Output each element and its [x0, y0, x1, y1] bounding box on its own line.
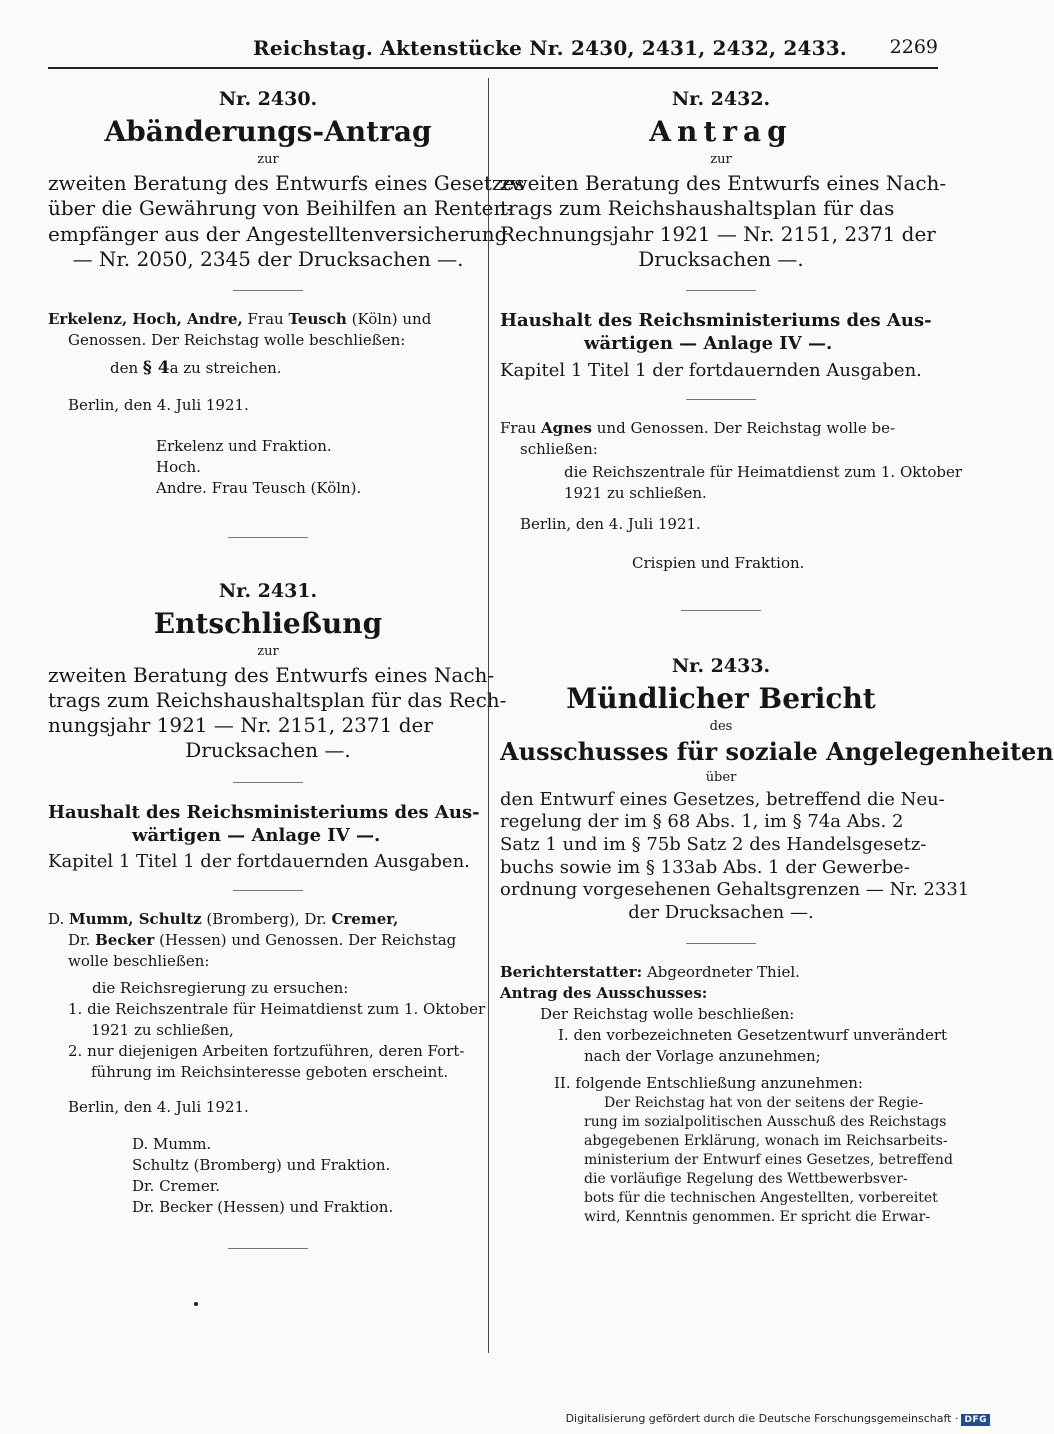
budget-heading-line: Haushalt des Reichsministeriums des Aus-	[500, 309, 932, 331]
subject-text	[500, 171, 947, 272]
budget-heading-line: wärtigen — Anlage IV —.	[584, 333, 833, 355]
document-2433	[500, 654, 1054, 1227]
document-number: Nr. 2433.	[671, 654, 771, 677]
subject-line: zweiten Beratung des Entwurfs eines Nach-	[48, 662, 495, 687]
subject-text	[48, 662, 507, 764]
ueber-label: über	[705, 769, 737, 785]
date-line: Berlin, den 4. Juli 1921.	[520, 514, 701, 533]
subject-line: empfänger aus der Angestelltenversicherung	[48, 221, 508, 246]
movers	[48, 309, 488, 351]
separator-rule	[228, 537, 308, 538]
movers-line	[48, 930, 488, 951]
document-2432	[500, 88, 963, 611]
separator-rule	[681, 610, 761, 611]
subject-line: trags zum Reichshaushaltsplan für das	[500, 196, 895, 221]
mover-names: Teusch	[288, 309, 347, 328]
resolution-line: bots für die technischen Angestellten, vorbereitet	[584, 1189, 938, 1206]
signatures	[48, 436, 488, 499]
document-2430	[48, 88, 525, 538]
committee-motion-heading: Antrag des Ausschusses:	[500, 983, 708, 1002]
mover-text: (Köln) und	[346, 309, 432, 328]
motion-post: a zu streichen.	[169, 358, 282, 377]
movers	[500, 418, 942, 460]
subject-text	[48, 171, 525, 272]
movers-line	[500, 418, 942, 439]
separator-rule	[686, 399, 756, 400]
mover-text: (Hessen) und Genossen. Der Reichstag	[154, 931, 457, 950]
motion-paragraph-ref: § 4	[142, 357, 170, 378]
budget-heading-line: wärtigen — Anlage IV —.	[132, 825, 381, 847]
resolution-text	[500, 1094, 953, 1227]
header-rule	[48, 67, 938, 69]
mover-text: D.	[48, 910, 70, 929]
resolution-line: abgegebenen Erklärung, wonach im Reichsarbeits-	[584, 1132, 948, 1149]
subject-line: den Entwurf eines Gesetzes, betreffend die Neu-	[500, 788, 945, 810]
subject-line: über die Gewährung von Beihilfen an Renten-	[48, 196, 514, 221]
document-2431	[48, 579, 507, 1250]
motion-intro: die Reichsregierung zu ersuchen:	[92, 979, 349, 998]
signature-line: Erkelenz und Fraktion.	[156, 436, 332, 455]
motion-item-line: 1921 zu schließen,	[91, 1021, 234, 1040]
subject-line: Drucksachen —.	[185, 738, 351, 763]
document-title: Antrag	[649, 115, 793, 148]
subject-line: — Nr. 2050, 2345 der Drucksachen —.	[72, 246, 464, 271]
credit-text: Digitalisierung gefördert durch die Deutsche Forschungsgemeinschaft ·	[565, 1412, 959, 1425]
signature-line: Schultz (Bromberg) und Fraktion.	[132, 1156, 391, 1175]
mover-text: und Genossen. Der Reichstag wolle be-	[591, 418, 896, 437]
budget-heading	[500, 309, 942, 356]
subject-line: zweiten Beratung des Entwurfs eines Gesetzes	[48, 171, 525, 196]
mover-text: Dr.	[68, 931, 96, 950]
subject-line: der Drucksachen —.	[628, 901, 814, 923]
separator-rule	[233, 290, 303, 291]
subject-line: Satz 1 und im § 75b Satz 2 des Handelsgesetz-	[500, 833, 927, 855]
document-number: Nr. 2432.	[671, 88, 771, 110]
subject-line: zweiten Beratung des Entwurfs eines Nach-	[500, 171, 947, 196]
movers-line: wolle beschließen:	[68, 952, 210, 971]
date-line: Berlin, den 4. Juli 1921.	[68, 1098, 249, 1117]
zur-label: zur	[710, 152, 732, 168]
movers-line: Genossen. Der Reichstag wolle beschließen:	[68, 330, 406, 349]
budget-heading-line: Haushalt des Reichsministeriums des Aus-	[48, 801, 480, 823]
motion-line: 1921 zu schließen.	[564, 483, 707, 502]
page-number: 2269	[889, 36, 938, 58]
print-speck	[194, 1302, 198, 1306]
running-head: Reichstag. Aktenstücke Nr. 2430, 2431, 2432, 2433.	[253, 36, 847, 60]
resolution-line: die vorläufige Regelung des Wettbewerbsver-	[584, 1170, 908, 1187]
date-line: Berlin, den 4. Juli 1921.	[68, 395, 249, 414]
committee-name: Ausschusses für soziale Angelegenheiten	[500, 736, 1054, 766]
movers-line	[48, 909, 488, 930]
reporter-label: Berichterstatter:	[500, 962, 643, 981]
signature-line: Crispien und Fraktion.	[632, 553, 805, 572]
subject-line: Drucksachen —.	[638, 246, 804, 271]
subject-line: Rechnungsjahr 1921 — Nr. 2151, 2371 der	[500, 221, 936, 246]
kapitel-line: Kapitel 1 Titel 1 der fortdauernden Ausgaben.	[48, 851, 470, 873]
subject-line: buchs sowie im § 133ab Abs. 1 der Gewerbe-	[500, 856, 910, 878]
kapitel-line: Kapitel 1 Titel 1 der fortdauernden Ausgaben.	[500, 359, 922, 381]
signature-line: Hoch.	[156, 457, 201, 476]
mover-names: Mumm, Schultz	[69, 910, 202, 929]
digitization-credit	[566, 1412, 990, 1426]
motion-item-line: 2. nur diejenigen Arbeiten fortzuführen, deren Fort-	[68, 1042, 465, 1061]
resolution-line: ministerium der Entwurf eines Gesetzes, betreffend	[584, 1151, 953, 1168]
document-title: Abänderungs-Antrag	[104, 115, 432, 148]
subject-line: ordnung vorgesehenen Gehaltsgrenzen — Nr. 2331	[500, 879, 970, 901]
document-number: Nr. 2431.	[218, 579, 318, 602]
resolution-line: Der Reichstag hat von der seitens der Regie-	[604, 1094, 924, 1111]
document-title: Mündlicher Bericht	[566, 681, 876, 715]
mover-names: Becker	[95, 931, 155, 950]
motion-line: die Reichszentrale für Heimatdienst zum 1. Oktober	[564, 462, 963, 481]
reporter-line	[500, 962, 942, 983]
subject-line: regelung der im § 68 Abs. 1, im § 74a Abs. 2	[500, 811, 904, 833]
mover-names: Erkelenz, Hoch, Andre,	[48, 309, 243, 328]
separator-rule	[233, 782, 303, 783]
mover-text: (Bromberg), Dr.	[201, 910, 332, 929]
document-title: Entschließung	[153, 606, 383, 640]
movers-line	[48, 309, 488, 330]
mover-names: Agnes	[540, 418, 592, 437]
motion-text	[500, 462, 963, 504]
reporter-name: Abgeordneter Thiel.	[642, 962, 800, 981]
subject-line: trags zum Reichshaushaltsplan für das Rech-	[48, 688, 507, 713]
resolution-line: wird, Kenntnis genommen. Er spricht die Erwar-	[584, 1208, 931, 1225]
budget-heading	[48, 801, 488, 848]
movers-line: schließen:	[520, 439, 598, 458]
motion-item-line: 1. die Reichszentrale für Heimatdienst zum 1. Oktober	[68, 1000, 486, 1019]
resolution-line: rung im sozialpolitischen Ausschuß des Reichstags	[584, 1113, 947, 1130]
right-column	[500, 88, 1054, 1358]
signature-line: D. Mumm.	[132, 1135, 212, 1154]
zur-label: zur	[257, 643, 279, 659]
movers	[48, 909, 488, 972]
signature-line: Andre. Frau Teusch (Köln).	[156, 478, 362, 497]
separator-rule	[686, 290, 756, 291]
document-number: Nr. 2430.	[218, 88, 318, 110]
separator-rule	[228, 1248, 308, 1249]
mover-text: Frau	[500, 418, 541, 437]
mover-names: Cremer,	[331, 910, 399, 929]
subject-line: nungsjahr 1921 — Nr. 2151, 2371 der	[48, 713, 433, 738]
motion-item-line: nach der Vorlage anzunehmen;	[584, 1046, 821, 1065]
left-column	[48, 88, 525, 1358]
motion-pre: den	[110, 358, 143, 377]
subject-text	[500, 788, 970, 925]
motion-item: II. folgende Entschließung anzunehmen:	[554, 1073, 863, 1092]
mover-text: Frau	[242, 309, 289, 328]
separator-rule	[233, 890, 303, 891]
signature-line: Dr. Cremer.	[132, 1177, 221, 1196]
column-divider	[488, 78, 489, 1353]
des-label: des	[709, 718, 733, 734]
motion-items	[48, 999, 488, 1083]
motion-item-line: I. den vorbezeichneten Gesetzentwurf unverändert	[558, 1025, 948, 1044]
signature-line: Dr. Becker (Hessen) und Fraktion.	[132, 1198, 394, 1217]
signatures	[48, 1134, 488, 1218]
separator-rule	[686, 943, 756, 944]
dfg-logo-icon: DFG	[961, 1414, 990, 1426]
page-header	[48, 34, 938, 66]
zur-label: zur	[257, 152, 279, 168]
motion-item	[500, 1025, 948, 1067]
motion-text	[48, 357, 488, 381]
motion-item-line: führung im Reichsinteresse geboten erscheint.	[91, 1063, 449, 1082]
resolve-line: Der Reichstag wolle beschließen:	[540, 1004, 795, 1023]
